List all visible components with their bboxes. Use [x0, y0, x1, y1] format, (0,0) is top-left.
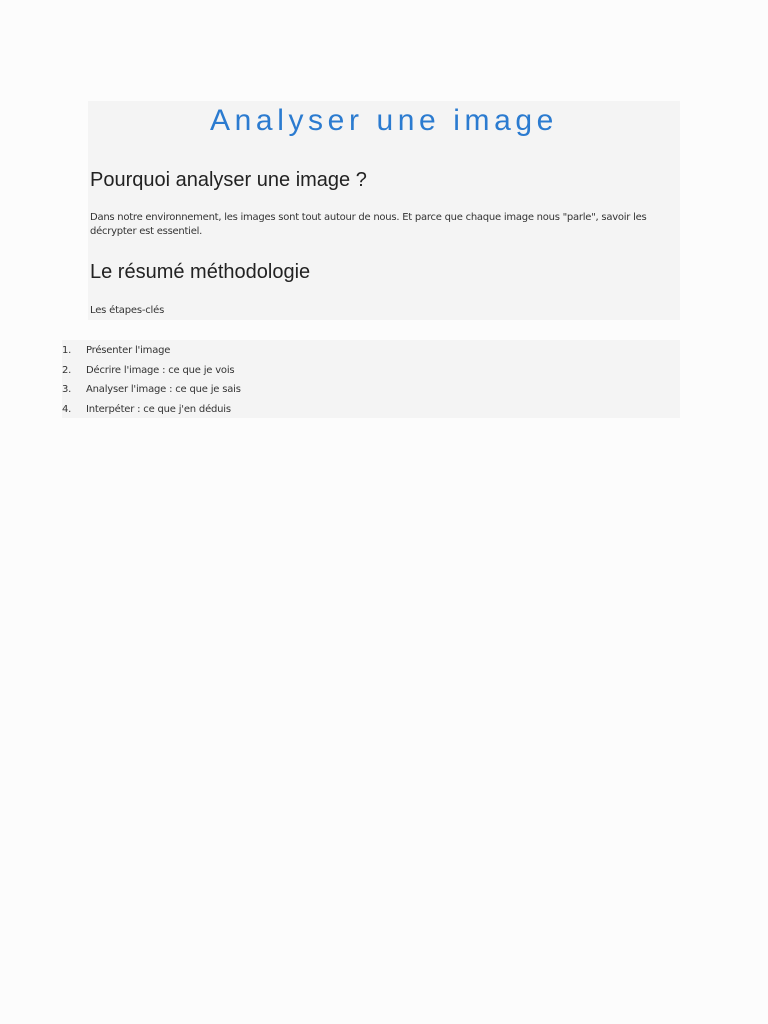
step-number: 4. [62, 403, 72, 415]
section-heading-summary: Le résumé méthodologie [90, 261, 311, 283]
step-item [62, 341, 680, 361]
step-number: 3. [62, 384, 72, 395]
step-text: Décrire l'image : ce que je vois [86, 364, 235, 376]
section-heading-why: Pourquoi analyser une image ? [90, 169, 367, 191]
step-text: Présenter l'image [86, 345, 171, 356]
intro-section [88, 101, 680, 320]
step-item [62, 361, 680, 381]
steps-section [62, 340, 680, 418]
step-text: Analyser l'image : ce que je sais [86, 384, 241, 395]
section-paragraph-summary: Les étapes-clés [90, 305, 165, 316]
step-item [62, 400, 680, 420]
steps-list [62, 340, 680, 419]
page-title: Analyser une image [210, 104, 558, 137]
step-number: 1. [62, 345, 72, 356]
step-text: Interpéter : ce que j'en déduis [86, 403, 231, 415]
step-number: 2. [62, 364, 72, 376]
section-paragraph-why: Dans notre environnement, les images sont tout autour de nous. Et parce que chaque image nous "parle", savoir les décrypter est essentiel. [90, 212, 647, 237]
step-item [62, 380, 680, 400]
